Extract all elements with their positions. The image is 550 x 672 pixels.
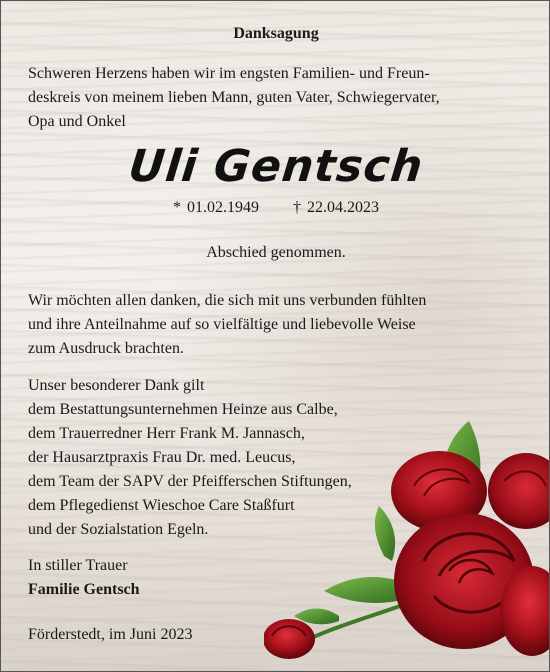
intro-line: deskreis von meinem lieben Mann, guten Vater, Schwiegervater, [28, 89, 440, 106]
birth-date: * 01.02.1949 [173, 199, 259, 216]
rose-back-icon [488, 453, 549, 529]
mourning-block [28, 554, 528, 602]
thanks-line: Wir möchten allen danken, die sich mit uns verbunden fühlten [28, 292, 427, 309]
thanks-line: zum Ausdruck brachten. [28, 340, 184, 357]
intro-line: Schweren Herzens haben wir im engsten Familien- und Freun- [28, 65, 430, 82]
intro-text [28, 62, 528, 134]
thanks-paragraph [28, 289, 528, 361]
death-date: † 22.04.2023 [293, 199, 379, 216]
deceased-name: Uli Gentsch [126, 141, 426, 192]
mourning-text: In stiller Trauer [28, 557, 128, 574]
gratitude-line: dem Trauerredner Herr Frank M. Jannasch, [28, 425, 305, 442]
gratitude-line: dem Pflegedienst Wieschoe Care Staßfurt [28, 497, 295, 514]
intro-line: Opa und Onkel [28, 113, 126, 130]
place-date: Förderstedt, im Juni 2023 [28, 626, 193, 643]
life-dates [1, 199, 550, 217]
gratitude-line: Unser besonderer Dank gilt [28, 377, 205, 394]
notice-heading: Danksagung [233, 25, 319, 42]
thanks-line: und ihre Anteilnahme auf so vielfältige und liebevolle Weise [28, 316, 416, 333]
gratitude-line: der Hausarztpraxis Frau Dr. med. Leucus, [28, 449, 296, 466]
gratitude-line: dem Team der SAPV der Pfeifferschen Stiftungen, [28, 473, 352, 490]
farewell-text: Abschied genommen. [206, 244, 346, 261]
family-name: Familie Gentsch [28, 581, 140, 598]
gratitude-line: dem Bestattungsunternehmen Heinze aus Calbe, [28, 401, 338, 418]
gratitude-line: und der Sozialstation Egeln. [28, 521, 209, 538]
leaf-mid-icon [375, 506, 395, 561]
